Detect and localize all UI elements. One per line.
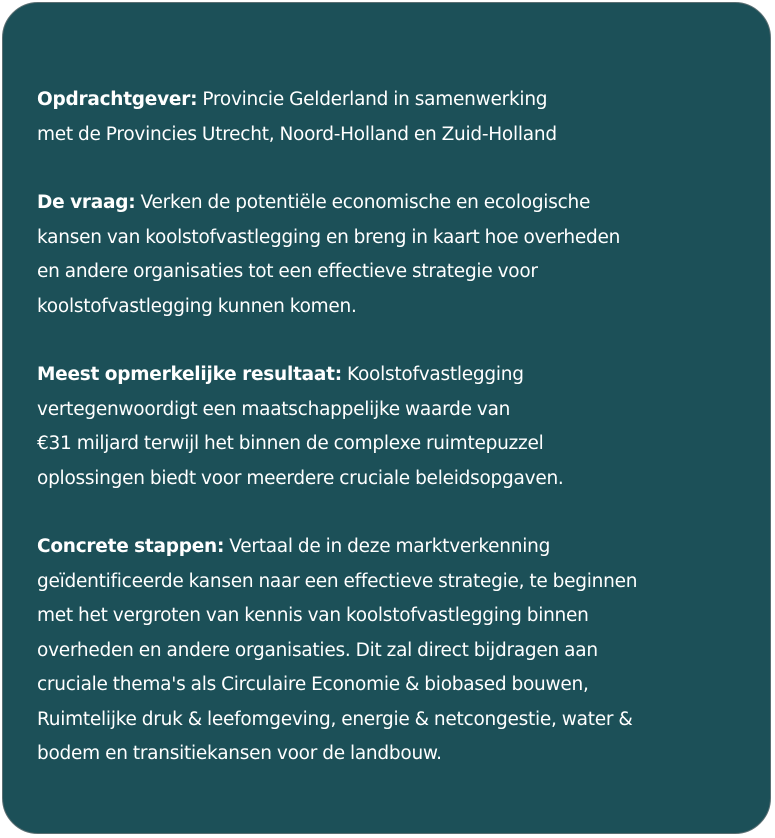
section-text: koolstofvastlegging kunnen komen. xyxy=(37,295,357,317)
section-text: met het vergroten van kennis van koolstofvastlegging binnen xyxy=(37,605,589,626)
info-card xyxy=(2,2,771,834)
section-text: met de Provincies Utrecht, Noord-Holland en Zuid-Holland xyxy=(37,123,557,145)
section-meest-opmerkelijke-resultaat xyxy=(37,358,757,496)
section-text: cruciale thema's als Circulaire Economie & biobased bouwen, xyxy=(37,674,589,695)
section-line xyxy=(37,83,757,118)
section-label: De vraag: xyxy=(37,192,136,213)
section-line xyxy=(37,186,757,221)
card-content xyxy=(37,83,757,806)
section-label: Meest opmerkelijke resultaat: xyxy=(37,364,342,385)
section-text: Verken de potentiële economische en ecologische xyxy=(135,192,591,213)
section-text: en andere organisaties tot een effectieve strategie voor xyxy=(37,261,538,282)
section-text: Ruimtelijke druk & leefomgeving, energie & netcongestie, water & xyxy=(37,708,633,730)
section-concrete-stappen xyxy=(37,530,757,772)
section-de-vraag xyxy=(37,186,757,324)
section-text: kansen van koolstofvastlegging en breng in kaart hoe overheden xyxy=(37,226,621,248)
section-text: Vertaal de in deze marktverkenning xyxy=(224,536,551,557)
section-label: Opdrachtgever: xyxy=(37,89,198,110)
section-text: oplossingen biedt voor meerdere cruciale beleidsopgaven. xyxy=(37,467,564,489)
section-line xyxy=(37,358,757,393)
section-text: vertegenwoordigt een maatschappelijke waarde van xyxy=(37,398,511,420)
section-text: Provincie Gelderland in samenwerking xyxy=(197,89,548,110)
section-text: bodem en transitiekansen voor de landbouw. xyxy=(37,743,442,764)
section-text: Koolstofvastlegging xyxy=(341,364,524,385)
section-line xyxy=(37,530,757,565)
section-label: Concrete stappen: xyxy=(37,536,225,557)
section-opdrachtgever xyxy=(37,83,757,152)
section-text: geïdentificeerde kansen naar een effectieve strategie, te beginnen xyxy=(37,570,638,592)
section-text: €31 miljard terwijl het binnen de complexe ruimtepuzzel xyxy=(37,433,544,454)
section-text: overheden en andere organisaties. Dit zal direct bijdragen aan xyxy=(37,639,598,661)
